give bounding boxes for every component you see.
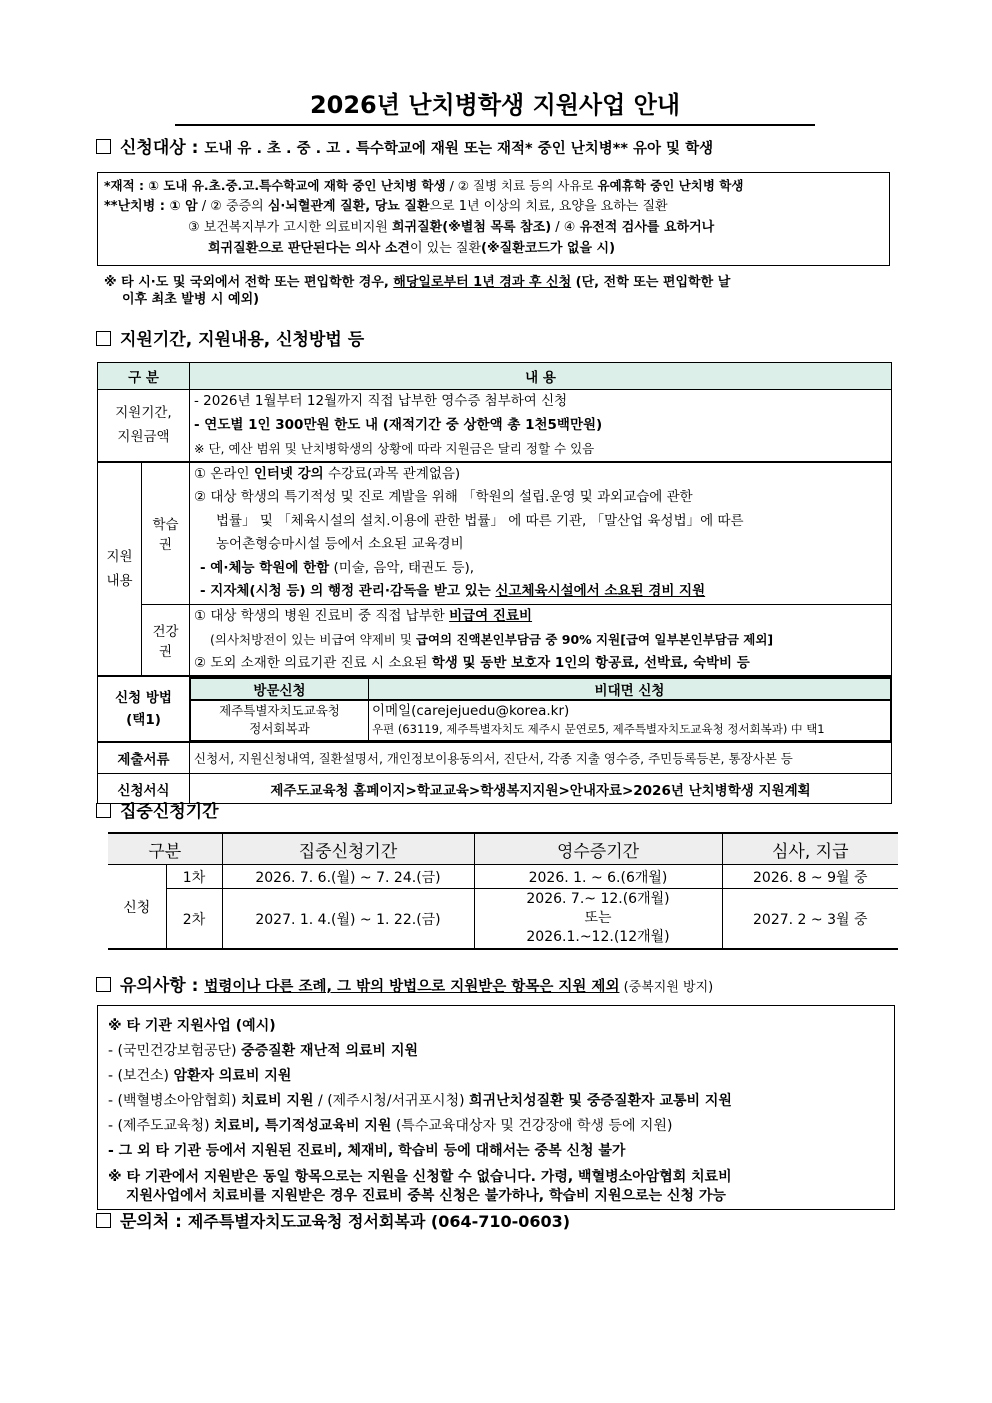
contact-value: 제주특별자치도교육청 정서회복과 (064-710-0603) — [187, 1212, 571, 1231]
target-definition-box — [97, 172, 890, 266]
schedule-header-payment: 심사, 지급 — [722, 833, 898, 865]
contact-section: 문의처 : 제주특별자치도교육청 정서회복과 (064-710-0603) — [96, 1210, 570, 1234]
round-cell: 2차 — [166, 889, 222, 950]
list-item: - (제주도교육청) 치료비, 특기적성교육비 지원 (특수교육대상자 및 건강장애 학생 등에 지원) — [108, 1118, 673, 1134]
list-item: - (백혈병소아암협회) 치료비 지원 / (제주시청/서귀포시청) 희귀난치성질환 및 중증질환자 교통비 지원 — [108, 1093, 732, 1109]
visit-apply-header: 방문신청 — [191, 678, 369, 700]
schedule-section-heading: 집중신청기간 — [96, 800, 219, 824]
definition-rare-disease: ③ 보건복지부가 고시한 의료비지원 희귀질환(※별첨 목록 참조) / ④ 유전적 검사를 요하거나 — [188, 220, 715, 235]
caution-description: 법령이나 다른 조례, 그 밖의 방법으로 지원받은 항목은 지원 제외 — [204, 979, 620, 995]
table-row — [108, 865, 898, 889]
support-table — [97, 362, 892, 804]
health-content: ① 대상 학생의 병원 진료비 중 직접 납부한 비급여 진료비 (의사처방전이 있는 비급여 약제비 및 급여의 진액본인부담금 중 90% 지원[급여 일부본인부담금 제외] ② 도외 소재한 의료기관 진료 시 소요된 학생 및 동반 보호자 1인의 항공료, 선박료, 숙박비 등 — [190, 604, 892, 676]
content-label: 지원 내용 — [98, 462, 142, 677]
online-apply-header: 비대면 신청 — [369, 678, 891, 700]
receipt-cell: 2026. 7.~ 12.(6개월) 또는 2026.1.~12.(12개월) — [474, 889, 722, 950]
definition-disease: **난치병 : ① 암 / ② 중증의 심·뇌혈관계 질환, 당뇨 질환으로 1년 이상의 치료, 요양을 요하는 질환 — [104, 199, 668, 214]
column-header-category: 구 분 — [98, 363, 190, 390]
definition-doctor-opinion: 희귀질환으로 판단된다는 의사 소견이 있는 질환(※질환코드가 없을 시) — [208, 241, 616, 256]
round-cell: 1차 — [166, 865, 222, 889]
caution-box — [97, 1005, 895, 1210]
page-title: 2026년 난치병학생 지원사업 안내 — [175, 88, 815, 126]
health-label: 건강권 — [142, 604, 190, 676]
target-description: 도내 유 . 초 . 중 . 고 . 특수학교에 재원 또는 재적* 중인 난치병** 유아 및 학생 — [204, 141, 714, 157]
caution-box-title: ※ 타 기관 지원사업 (예시) — [108, 1018, 276, 1034]
period-content: - 2026년 1월부터 12월까지 직접 납부한 영수증 첨부하여 신청 - 연도별 1인 300만원 한도 내 (재적기간 중 상한액 총 1천5백만원) ※ 단, 예산 범위 및 난치병학생의 상황에 따라 지원금은 달리 정할 수 있음 — [190, 390, 892, 462]
list-item: - (보건소) 암환자 의료비 지원 — [108, 1068, 292, 1084]
form-path: 제주도교육청 홈페이지>학교교육>학생복지지원>안내자료>2026년 난치병학생 지원계획 — [190, 774, 892, 804]
list-item: - 그 외 타 기관 등에서 지원된 진료비, 체재비, 학습비 등에 대해서는 중복 신청 불가 — [108, 1143, 626, 1159]
list-item: - (국민건강보험공단) 중증질환 재난적 의료비 지원 — [108, 1043, 418, 1059]
definition-enrolled: *재적 : ① 도내 유.초.중.고.특수학교에 재학 중인 난치병 학생 / ② 질병 치료 등의 사유로 유예휴학 중인 난치병 학생 — [104, 178, 744, 193]
online-apply-info: 이메일(carejejuedu@korea.kr) 우편 (63119, 제주특별자치도 제주시 문연로5, 제주특별자치도교육청 정서회복과) 中 택1 — [369, 700, 891, 740]
visit-apply-place: 제주특별자치도교육청 정서회복과 — [191, 700, 369, 740]
caution-note: ※ 타 기관에서 지원받은 동일 항목으로는 지원을 신청할 수 없습니다. 가령, 백혈병소아암협회 치료비 지원사업에서 치료비를 지원받은 경우 진료비 중복 신청은 불가하나, 학습비 지원으로는 신청 가능 — [108, 1169, 732, 1204]
checkbox-icon — [96, 803, 111, 818]
checkbox-icon — [96, 1213, 111, 1228]
apply-method-cell — [190, 676, 892, 742]
support-section-heading: 지원기간, 지원내용, 신청방법 등 — [96, 328, 364, 352]
receipt-cell: 2026. 1. ~ 6.(6개월) — [474, 865, 722, 889]
form-label: 신청서식 — [98, 774, 190, 804]
study-label: 학습권 — [142, 462, 190, 605]
schedule-header-receipt: 영수증기간 — [474, 833, 722, 865]
table-row — [108, 889, 898, 950]
period-cell: 2026. 7. 6.(월) ~ 7. 24.(금) — [222, 865, 474, 889]
caution-section-heading: 유의사항 : 법령이나 다른 조례, 그 밖의 방법으로 지원받은 항목은 지원 제외 (중복지원 방지) — [96, 974, 713, 1000]
schedule-header-category: 구분 — [108, 833, 222, 865]
checkbox-icon — [96, 977, 111, 992]
schedule-table — [108, 832, 898, 950]
period-cell: 2027. 1. 4.(월) ~ 1. 22.(금) — [222, 889, 474, 950]
apply-method-table — [190, 677, 891, 741]
target-heading-label: 신청대상 : — [120, 138, 199, 158]
payment-cell: 2026. 8 ~ 9월 중 — [722, 865, 898, 889]
checkbox-icon — [96, 139, 111, 154]
docs-value: 신청서, 지원신청내역, 질환설명서, 개인정보이용동의서, 진단서, 각종 지출 영수증, 주민등록등본, 통장사본 등 — [190, 742, 892, 774]
docs-label: 제출서류 — [98, 742, 190, 774]
schedule-row-label: 신청 — [108, 865, 166, 950]
column-header-content: 내 용 — [190, 363, 892, 390]
transfer-note: ※ 타 시·도 및 국외에서 전학 또는 편입학한 경우, 해당일로부터 1년 경과 후 신청 (단, 전학 또는 편입학한 날 이후 최초 발병 시 예외) — [104, 275, 731, 307]
checkbox-icon — [96, 331, 111, 346]
apply-label: 신청 방법 (택1) — [98, 676, 190, 742]
target-section-heading — [96, 136, 713, 161]
period-label: 지원기간, 지원금액 — [98, 390, 190, 462]
payment-cell: 2027. 2 ~ 3월 중 — [722, 889, 898, 950]
schedule-header-period: 집중신청기간 — [222, 833, 474, 865]
study-content: ① 온라인 인터넷 강의 수강료(과목 관계없음) ② 대상 학생의 특기적성 및 진로 계발을 위해 「학원의 설립.운영 및 과외교습에 관한 법률」 및 「체육시설의 설치.이용에 관한 법률」 에 따른 기관, 「말산업 육성법」에 따른 농어촌형승마시설 등에서 소요된 교육경비 - 예·체능 학원에 한함 (미술, 음악, 태권도 등), - 지자체(시청 등) 의 행정 관리·감독을 받고 있는 신고체육시설에서 소요된 경비 지원 — [190, 462, 892, 605]
